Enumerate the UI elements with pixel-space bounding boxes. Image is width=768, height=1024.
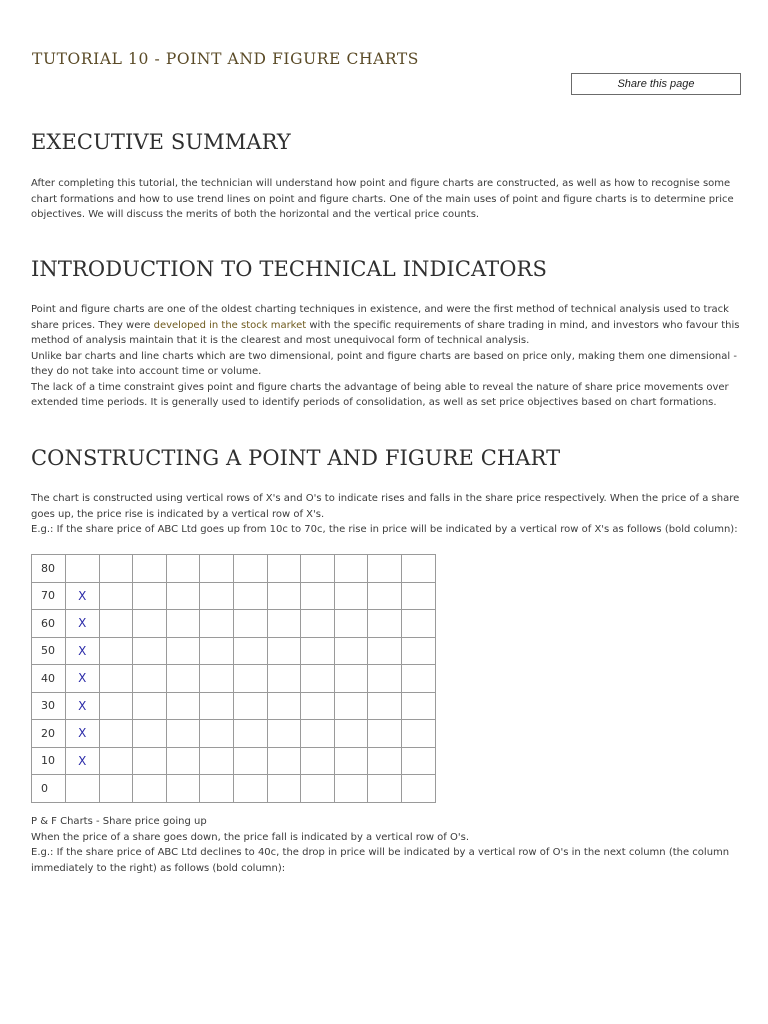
chart-cell	[301, 610, 335, 638]
chart-cell	[99, 637, 133, 665]
price-level-label: 70	[32, 582, 66, 610]
chart-cell	[401, 610, 435, 638]
chart-cell	[200, 610, 234, 638]
chart-row	[32, 582, 436, 610]
chart-cell	[166, 637, 200, 665]
chart-cell	[368, 637, 402, 665]
chart-cell	[368, 775, 402, 803]
chart-row	[32, 637, 436, 665]
introduction-paragraph-3: The lack of a time constraint gives point and figure charts the advantage of being able to reveal the nature of share price movements over extended time periods. It is generally used to identify periods of consolidation, as well as set price objectives based on chart formations.	[31, 381, 729, 408]
chart-cell	[166, 610, 200, 638]
chart-cell	[401, 775, 435, 803]
chart-row	[32, 555, 436, 583]
chart-cell	[133, 692, 167, 720]
chart-cell	[233, 637, 267, 665]
chart-cell	[334, 665, 368, 693]
chart-row	[32, 665, 436, 693]
chart-cell	[233, 665, 267, 693]
chart-cell	[99, 665, 133, 693]
chart-cell	[267, 720, 301, 748]
chart-cell	[267, 665, 301, 693]
chart-cell	[267, 692, 301, 720]
chart-cell	[401, 747, 435, 775]
chart-mark: X	[66, 747, 100, 775]
chart-cell	[267, 637, 301, 665]
chart-cell	[334, 610, 368, 638]
chart-cell	[133, 720, 167, 748]
chart-row	[32, 775, 436, 803]
chart-cell	[334, 720, 368, 748]
after-chart-text	[31, 814, 741, 876]
chart-cell	[99, 582, 133, 610]
chart-cell	[233, 775, 267, 803]
chart-cell	[133, 637, 167, 665]
chart-mark: X	[66, 637, 100, 665]
chart-cell	[267, 582, 301, 610]
chart-cell	[334, 747, 368, 775]
chart-cell	[99, 720, 133, 748]
chart-cell	[200, 692, 234, 720]
chart-cell	[166, 775, 200, 803]
chart-cell	[267, 775, 301, 803]
price-level-label: 0	[32, 775, 66, 803]
chart-cell	[334, 555, 368, 583]
chart-mark: X	[66, 582, 100, 610]
chart-cell	[233, 582, 267, 610]
chart-cell	[334, 692, 368, 720]
chart-cell	[401, 582, 435, 610]
chart-cell	[200, 665, 234, 693]
chart-cell	[401, 665, 435, 693]
chart-cell	[368, 610, 402, 638]
chart-cell	[166, 555, 200, 583]
executive-summary-heading: EXECUTIVE SUMMARY	[31, 130, 291, 154]
price-level-label: 20	[32, 720, 66, 748]
chart-row	[32, 747, 436, 775]
constructing-text	[31, 491, 741, 538]
chart-cell	[200, 555, 234, 583]
chart-cell	[99, 610, 133, 638]
chart-cell	[166, 720, 200, 748]
chart-cell	[368, 692, 402, 720]
chart-cell	[133, 775, 167, 803]
chart-mark	[66, 775, 100, 803]
chart-mark: X	[66, 692, 100, 720]
chart-cell	[301, 720, 335, 748]
chart-cell	[301, 775, 335, 803]
chart-cell	[401, 720, 435, 748]
chart-row	[32, 720, 436, 748]
chart-cell	[301, 637, 335, 665]
price-level-label: 40	[32, 665, 66, 693]
intro-text-before-link: Point and figure charts are one of the oldest charting techniques in existence, and were the first method of technical analysis used to track share prices. They were	[31, 304, 729, 331]
chart-cell	[99, 747, 133, 775]
chart-cell	[133, 747, 167, 775]
chart-cell	[368, 665, 402, 693]
chart-cell	[200, 637, 234, 665]
chart-cell	[267, 610, 301, 638]
chart-mark: X	[66, 720, 100, 748]
chart-cell	[166, 582, 200, 610]
chart-mark: X	[66, 610, 100, 638]
chart-cell	[267, 747, 301, 775]
intro-text-after-link: with the specific requirements of share trading in mind, and investors who favour this method of analysis maintain that it is the clearest and most unequivocal form of technical analysis.	[31, 319, 740, 346]
chart-cell	[368, 747, 402, 775]
chart-cell	[233, 555, 267, 583]
chart-mark: X	[66, 665, 100, 693]
price-level-label: 10	[32, 747, 66, 775]
chart-cell	[99, 775, 133, 803]
introduction-paragraph-2: Unlike bar charts and line charts which are two dimensional, point and figure charts are based on price only, making them one dimensional - they do not take into account time or volume.	[31, 350, 737, 377]
price-level-label: 80	[32, 555, 66, 583]
constructing-paragraph-2: E.g.: If the share price of ABC Ltd goes up from 10c to 70c, the rise in price will be indicated by a vertical row of X's as follows (bold column):	[31, 524, 738, 535]
introduction-heading: INTRODUCTION TO TECHNICAL INDICATORS	[31, 257, 547, 281]
chart-cell	[200, 747, 234, 775]
chart-cell	[301, 582, 335, 610]
chart-row	[32, 610, 436, 638]
chart-mark	[66, 555, 100, 583]
chart-cell	[166, 692, 200, 720]
after-chart-paragraph-1: When the price of a share goes down, the price fall is indicated by a vertical row of O's.	[31, 831, 470, 843]
chart-cell	[200, 720, 234, 748]
price-level-label: 50	[32, 637, 66, 665]
chart-cell	[368, 555, 402, 583]
chart-cell	[233, 692, 267, 720]
chart-cell	[166, 665, 200, 693]
chart-cell	[401, 555, 435, 583]
chart-cell	[368, 720, 402, 748]
chart-cell	[401, 637, 435, 665]
share-button[interactable]: Share this page	[571, 73, 741, 95]
chart-cell	[334, 775, 368, 803]
price-level-label: 30	[32, 692, 66, 720]
after-chart-paragraph-2: E.g.: If the share price of ABC Ltd declines to 40c, the drop in price will be indicated by a vertical row of O's in the next column (the column immediately to the right) as follows (bold column):	[31, 847, 730, 874]
executive-summary-paragraph: After completing this tutorial, the technician will understand how point and figure charts are constructed, as well as how to recognise some chart formations and how to use trend lines on point and figure charts. One of the main uses of point and figure charts is to determine price objectives. We will discuss the merits of both the horizontal and the vertical price counts.	[31, 178, 734, 220]
introduction-paragraph-1	[31, 302, 741, 349]
chart-cell	[301, 555, 335, 583]
chart-cell	[200, 582, 234, 610]
price-level-label: 60	[32, 610, 66, 638]
chart-cell	[301, 747, 335, 775]
chart-cell	[334, 582, 368, 610]
introduction-text	[31, 302, 741, 411]
chart-cell	[401, 692, 435, 720]
chart-cell	[133, 582, 167, 610]
chart-cell	[368, 582, 402, 610]
chart-cell	[99, 692, 133, 720]
chart-cell	[133, 555, 167, 583]
chart-cell	[99, 555, 133, 583]
chart-cell	[233, 720, 267, 748]
page-title: TUTORIAL 10 - POINT AND FIGURE CHARTS	[32, 50, 420, 68]
constructing-heading: CONSTRUCTING A POINT AND FIGURE CHART	[31, 446, 561, 470]
chart-caption: P & F Charts - Share price going up	[31, 816, 207, 827]
point-figure-chart	[31, 554, 436, 803]
chart-cell	[200, 775, 234, 803]
chart-cell	[233, 747, 267, 775]
chart-cell	[133, 665, 167, 693]
chart-cell	[301, 665, 335, 693]
chart-cell	[267, 555, 301, 583]
chart-cell	[301, 692, 335, 720]
executive-summary-text	[31, 176, 741, 223]
chart-cell	[166, 747, 200, 775]
chart-cell	[133, 610, 167, 638]
chart-cell	[334, 637, 368, 665]
stock-market-link[interactable]: developed in the stock market	[153, 319, 307, 331]
chart-row	[32, 692, 436, 720]
constructing-paragraph-1: The chart is constructed using vertical rows of X's and O's to indicate rises and falls in the share price respectively. When the price of a share goes up, the price rise is indicated by a vertical row of X's.	[31, 493, 740, 520]
chart-cell	[233, 610, 267, 638]
